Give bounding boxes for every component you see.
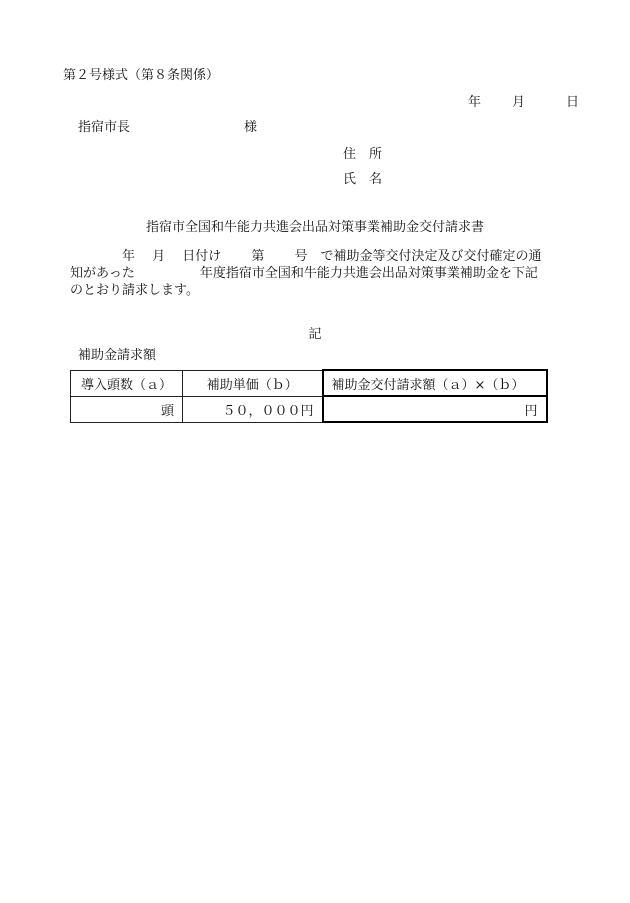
table-row — [71, 396, 547, 422]
amount-table — [70, 369, 548, 423]
form-number: 第２号様式（第８条関係） — [63, 68, 220, 83]
cell-request-amount[interactable]: 円 — [323, 396, 547, 422]
document-title: 指宿市全国和牛能力共進会出品対策事業補助金交付請求書 — [145, 220, 484, 235]
body-line: 年 月 日付け 第 号 で補助金等交付決定及び交付確定の通 — [70, 249, 542, 264]
amount-heading: 補助金請求額 — [78, 348, 157, 363]
table-header-row — [71, 370, 547, 396]
ki-heading: 記 — [308, 327, 322, 342]
header-unit-price: 補助単価（ｂ） — [183, 370, 323, 396]
date-month: 月 — [512, 95, 526, 110]
request-body-text — [70, 248, 570, 299]
name-label: 氏 名 — [343, 172, 383, 187]
date-line — [468, 95, 579, 111]
date-day: 日 — [566, 95, 580, 110]
header-request-amount: 補助金交付請求額（ａ）×（ｂ） — [323, 370, 547, 396]
body-line: のとおり請求します。 — [70, 283, 199, 298]
header-head-count: 導入頭数（ａ） — [71, 370, 183, 396]
cell-head-count[interactable]: 頭 — [71, 396, 183, 422]
address-label: 住 所 — [343, 147, 383, 162]
addressee: 指宿市長 — [78, 120, 131, 135]
addressee-honorific: 様 — [244, 120, 258, 135]
cell-unit-price: ５０，０００円 — [183, 396, 323, 422]
date-year: 年 — [468, 95, 482, 110]
body-line: 知があった 年度指宿市全国和牛能力共進会出品対策事業補助金を下記 — [70, 266, 538, 281]
